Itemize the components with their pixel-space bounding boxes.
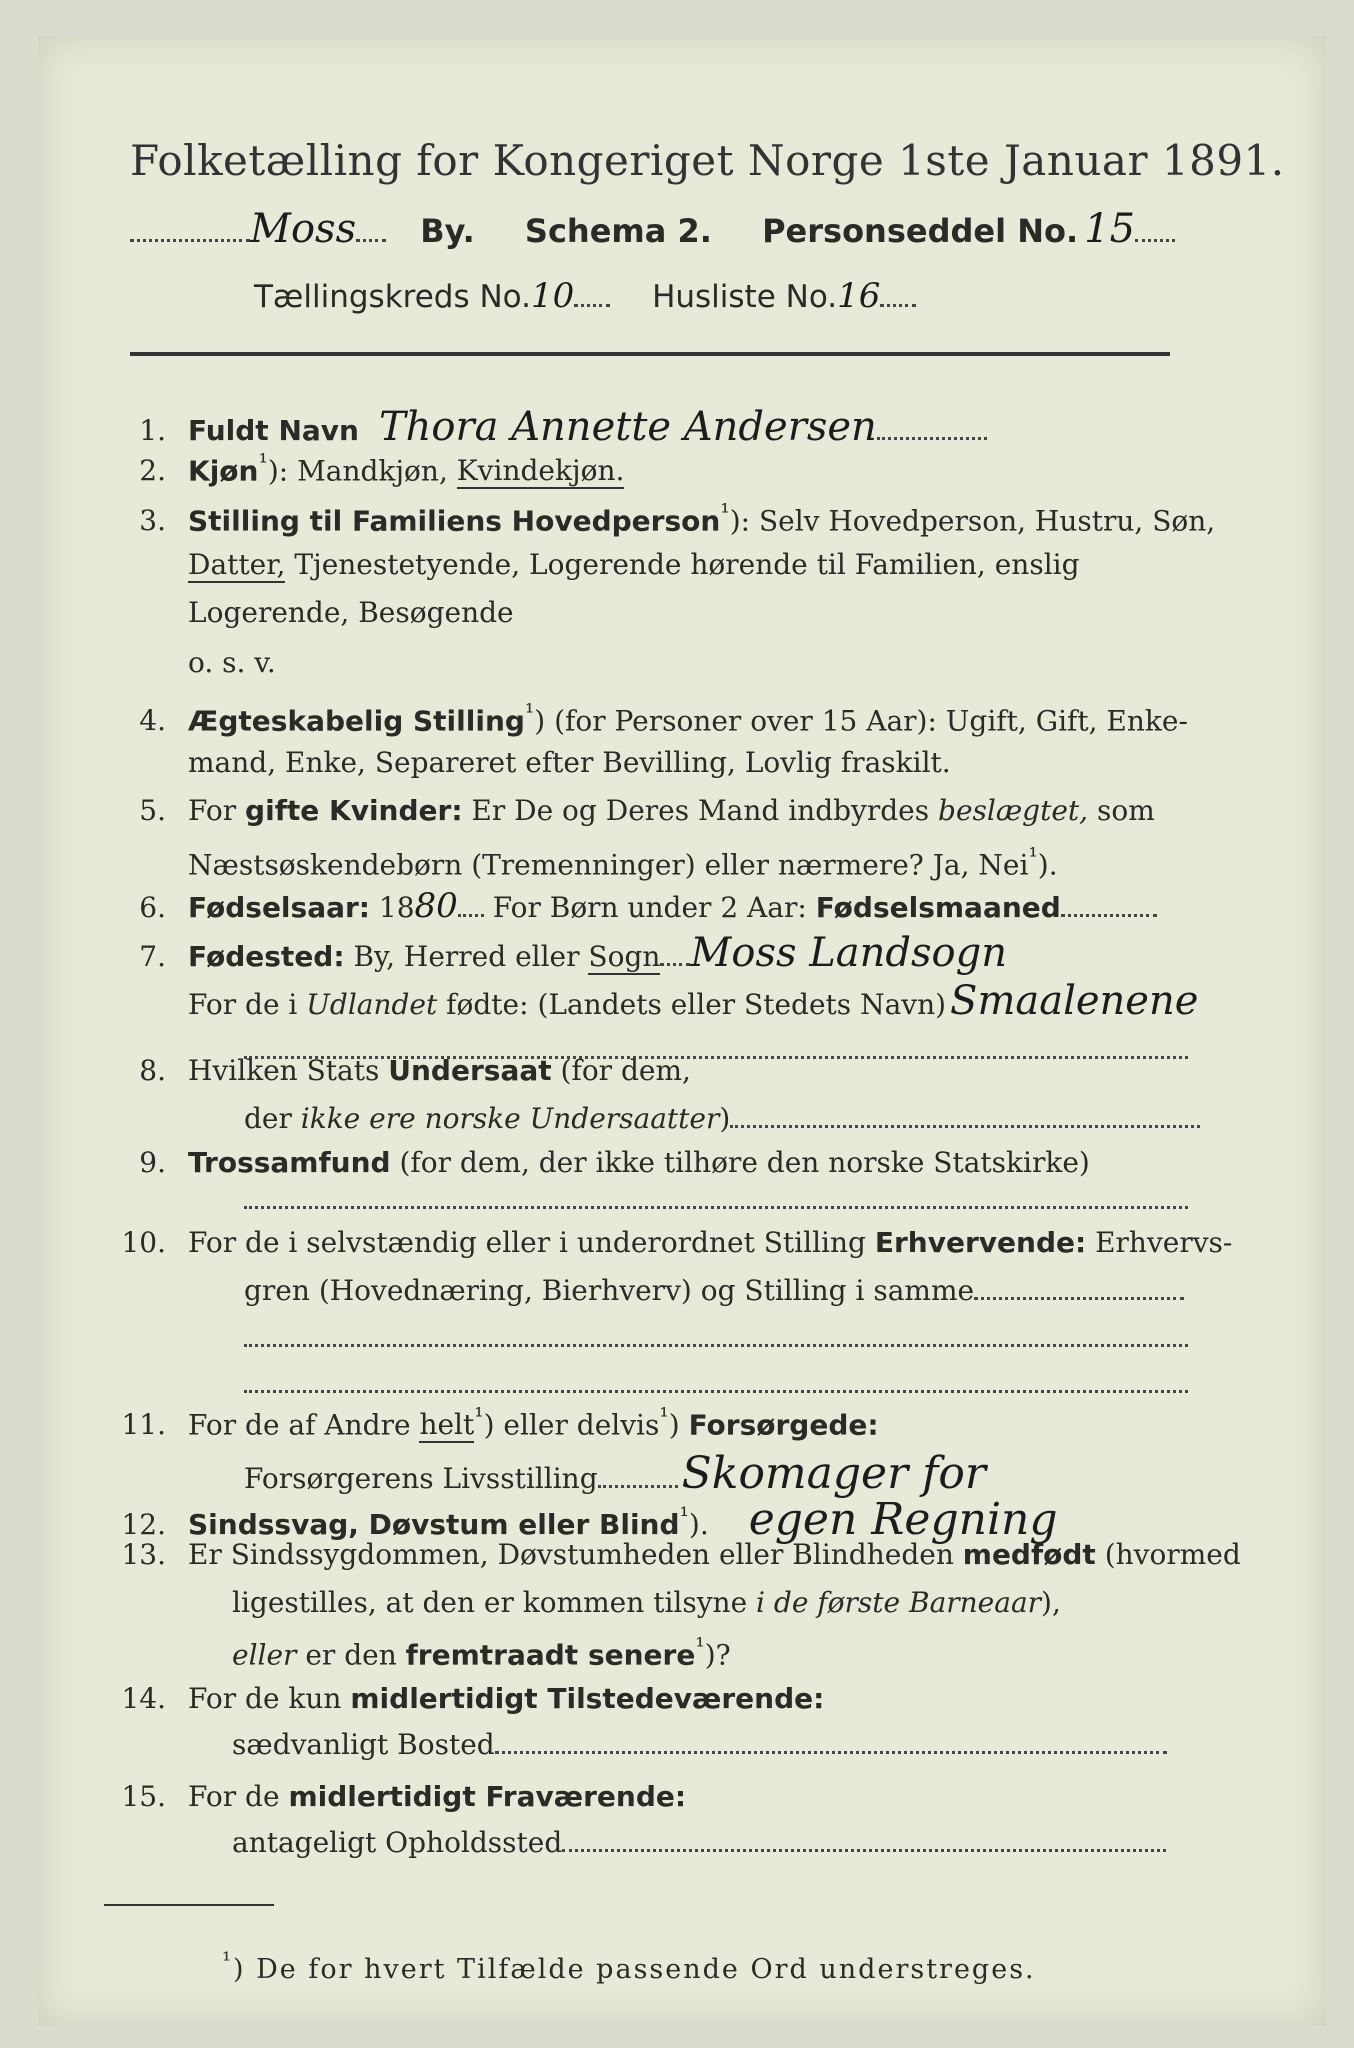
q11-line1c: ) xyxy=(668,1408,689,1442)
q5-line2b: ). xyxy=(1037,848,1058,882)
footnote-sup: ¹ xyxy=(222,1948,234,1974)
by-label: By. xyxy=(420,212,475,250)
q4-sup: ¹ xyxy=(524,698,535,726)
q13-line3-italic: eller xyxy=(232,1638,297,1672)
q7-line2-italic: Udlandet xyxy=(306,988,438,1021)
q7-label: Fødested: xyxy=(188,940,345,973)
q14-dots xyxy=(495,1751,1167,1754)
q14-line2-row xyxy=(232,1728,1167,1761)
q4-number: 4. xyxy=(139,704,166,738)
q13-line1b: (hvormed xyxy=(1095,1538,1241,1571)
q7-dots xyxy=(660,963,690,966)
q7-region-value: Smaalenene xyxy=(950,978,1199,1024)
q1-name-value: Thora Annette Andersen xyxy=(378,404,877,450)
q5-line1: Er De og Deres Mand indbyrdes xyxy=(462,794,939,827)
q3-label: Stilling til Familiens Hovedperson xyxy=(188,504,721,538)
q9-label: Trossamfund xyxy=(188,1146,391,1179)
q5-number: 5. xyxy=(139,794,166,827)
q12-label: Sindssvag, Døvstum eller Blind xyxy=(188,1508,680,1541)
census-form-sheet xyxy=(38,36,1326,2026)
q9-line1: (for dem, der ikke tilhøre den norske Statskirke) xyxy=(390,1146,1090,1179)
q10-line2: gren (Hovednæring, Bierhverv) og Stilling i samme xyxy=(244,1274,975,1307)
question-9 xyxy=(104,1146,1090,1179)
q10-blank-dots-2 xyxy=(244,1390,1188,1393)
q7-number: 7. xyxy=(139,940,166,973)
q4-line2: mand, Enke, Separeret efter Bevilling, Lovlig fraskilt. xyxy=(188,746,951,779)
q6-dots-end xyxy=(1061,914,1157,917)
q4-line1: ) (for Personer over 15 Aar): Ugift, Gift, Enke- xyxy=(534,704,1188,738)
question-11 xyxy=(104,1402,879,1441)
q6-mid: For Børn under 2 Aar: xyxy=(483,891,816,924)
q14-number: 14. xyxy=(121,1682,166,1715)
q12-number: 12. xyxy=(121,1508,166,1541)
question-2 xyxy=(104,448,624,487)
q14-line2: sædvanligt Bosted xyxy=(232,1728,495,1761)
q13-line1a: Er Sindssygdommen, Døvstumheden eller Blindheden xyxy=(188,1538,963,1571)
q2-selected-kvindekjon: Kvindekjøn. xyxy=(456,454,625,488)
q3-line2: Tjenestetyende, Logerende hørende til Familien, enslig xyxy=(285,548,1080,581)
q7-line2-row xyxy=(188,978,1198,1024)
q15-pre: For de xyxy=(188,1780,289,1813)
q3-line1: ): Selv Hovedperson, Hustru, Søn, xyxy=(729,504,1216,538)
q10-line2-row xyxy=(244,1274,1184,1307)
question-1 xyxy=(104,404,987,450)
q8-label: Undersaat xyxy=(388,1054,552,1087)
husliste-label: Husliste No. xyxy=(652,279,838,315)
q12-handwritten-value: egen Regning xyxy=(748,1494,1058,1545)
q13-line2-italic: i de første Barneaar xyxy=(756,1586,1042,1619)
q11-number: 11. xyxy=(121,1408,166,1442)
q11-line1b: ) eller delvis xyxy=(483,1408,660,1442)
footnote xyxy=(222,1948,1036,1985)
question-5 xyxy=(104,794,1155,827)
place-handwritten: Moss xyxy=(250,206,357,252)
q8-number: 8. xyxy=(139,1054,166,1087)
q15-dots xyxy=(562,1849,1166,1852)
q2-number: 2. xyxy=(139,454,166,488)
q13-sup: ¹ xyxy=(695,1632,705,1660)
q8-line2b: ) xyxy=(719,1102,731,1135)
q8-line2a: der xyxy=(244,1102,301,1135)
q5-line2-row xyxy=(188,842,1058,881)
q13-line2-row xyxy=(232,1586,1061,1619)
q13-line2a: ligestilles, at den er kommen tilsyne xyxy=(232,1586,757,1619)
q8-line1: (for dem, xyxy=(551,1054,691,1087)
q2-sup: ¹ xyxy=(258,448,268,476)
q4-label: Ægteskabelig Stilling xyxy=(188,704,525,738)
q10-dots xyxy=(974,1297,1184,1300)
q3-sup: ¹ xyxy=(720,498,730,526)
q3-line2-row xyxy=(188,548,1080,581)
kreds-label: Tællingskreds No. xyxy=(254,279,531,315)
q13-line3b: )? xyxy=(704,1638,731,1672)
q11-dots xyxy=(598,1485,678,1488)
q14-label: midlertidigt Tilstedeværende: xyxy=(350,1682,825,1715)
q11-line2: Forsørgerens Livsstilling xyxy=(244,1462,598,1495)
q1-label: Fuldt Navn xyxy=(188,414,359,447)
q6-birth-year: 80 xyxy=(414,886,458,926)
q3-selected-datter: Datter, xyxy=(188,548,286,581)
kreds-number: 10 xyxy=(530,276,575,316)
schema-line xyxy=(130,206,1175,252)
question-7 xyxy=(104,930,1007,976)
q15-label: midlertidigt Fraværende: xyxy=(288,1780,687,1813)
question-13 xyxy=(104,1538,1241,1571)
q15-line2-row xyxy=(232,1826,1166,1859)
q7-line2a: For de i xyxy=(188,988,307,1021)
q13-number: 13. xyxy=(121,1538,166,1571)
q6-label: Fødselsaar: xyxy=(188,891,370,924)
q3-line3: Logerende, Besøgende xyxy=(188,596,514,629)
q11-sup-1: ¹ xyxy=(474,1402,484,1430)
q11-selected-helt: helt xyxy=(419,1408,475,1442)
q6-number: 6. xyxy=(139,891,166,924)
q11-sup-2: ¹ xyxy=(659,1402,669,1430)
place-dots xyxy=(130,239,250,242)
husliste-dots xyxy=(880,304,916,307)
kreds-line xyxy=(254,276,916,316)
footnote-text: ) De for hvert Tilfælde passende Ord understreges. xyxy=(233,1954,1036,1985)
q6-dots xyxy=(458,914,484,917)
husliste-number: 16 xyxy=(837,276,881,316)
q10-blank-line-1 xyxy=(244,1332,1188,1351)
q11-line1a: For de af Andre xyxy=(188,1408,420,1442)
q5-italic: beslægtet, xyxy=(938,794,1089,827)
kreds-dots xyxy=(574,304,610,307)
question-3 xyxy=(104,498,1215,537)
q10-label: Erhvervende: xyxy=(874,1226,1087,1259)
question-15 xyxy=(104,1780,686,1813)
q7-birthplace-value: Moss Landsogn xyxy=(690,930,1007,976)
q11-label: Forsørgede: xyxy=(688,1408,879,1442)
q5-line2: Næstsøskendebørn (Tremenninger) eller nærmere? Ja, Nei xyxy=(188,848,1029,882)
q11-line2-row xyxy=(244,1448,986,1499)
q5-pre: For xyxy=(188,794,246,827)
q3-line4: o. s. v. xyxy=(188,646,276,679)
footnote-divider xyxy=(104,1904,274,1906)
q13-line2b: ), xyxy=(1041,1586,1061,1619)
question-4 xyxy=(104,698,1188,737)
q7-line2b: fødte: (Landets eller Stedets Navn) xyxy=(437,988,947,1021)
personseddel-dots xyxy=(1135,239,1175,242)
q2-text: ): Mandkjøn, xyxy=(267,454,457,488)
q10-number: 10. xyxy=(121,1226,166,1259)
place-dots-end xyxy=(356,239,386,242)
q13-label2: fremtraadt senere xyxy=(405,1638,696,1672)
header-divider xyxy=(130,352,1170,356)
q8-line2-row xyxy=(244,1102,1200,1135)
question-14 xyxy=(104,1682,824,1715)
q8-line2-italic: ikke ere norske Undersaatter xyxy=(300,1102,720,1135)
q6-label2: Fødselsmaaned xyxy=(815,891,1061,924)
personseddel-number: 15 xyxy=(1084,206,1136,252)
q2-label: Kjøn xyxy=(188,454,259,488)
q15-number: 15. xyxy=(121,1780,166,1813)
personseddel-label: Personseddel No. xyxy=(762,212,1079,250)
q5-sup: ¹ xyxy=(1028,842,1038,870)
q7-selected-sogn: Sogn xyxy=(588,940,661,973)
form-title: Folketælling for Kongeriget Norge 1ste Januar 1891. xyxy=(130,136,1285,185)
q9-blank-dots xyxy=(244,1206,1188,1209)
q10-blank-line-2 xyxy=(244,1378,1188,1397)
q12-sup: ¹ xyxy=(679,1501,689,1530)
q8-pre: Hvilken Stats xyxy=(188,1054,389,1087)
q9-number: 9. xyxy=(139,1146,166,1179)
q10-blank-dots-1 xyxy=(244,1344,1188,1347)
q9-blank-line xyxy=(244,1194,1188,1213)
q14-pre: For de kun xyxy=(188,1682,351,1715)
q8-dots xyxy=(730,1125,1200,1128)
q10-line1b: Erhvervs- xyxy=(1086,1226,1233,1259)
q6-prefix: 18 xyxy=(370,891,415,924)
question-10 xyxy=(104,1226,1232,1259)
q11-provider-occupation: Skomager for xyxy=(681,1448,986,1499)
question-8 xyxy=(104,1054,691,1087)
q15-line2: antageligt Opholdssted xyxy=(232,1826,563,1859)
schema-label: Schema 2. xyxy=(524,212,712,250)
q13-line3a: er den xyxy=(296,1638,406,1672)
q5-line1b: som xyxy=(1088,794,1155,827)
q7-text: By, Herred eller xyxy=(344,940,589,973)
q10-line1: For de i selvstændig eller i underordnet Stilling xyxy=(188,1226,875,1259)
question-6 xyxy=(104,886,1157,926)
q5-label: gifte Kvinder: xyxy=(245,794,463,827)
q13-line3-row xyxy=(232,1632,731,1671)
q1-dots xyxy=(877,437,987,440)
q12-tail: ). xyxy=(688,1508,709,1541)
q1-number: 1. xyxy=(139,414,166,447)
q13-label: medfødt xyxy=(962,1538,1096,1571)
q3-number: 3. xyxy=(139,504,166,538)
